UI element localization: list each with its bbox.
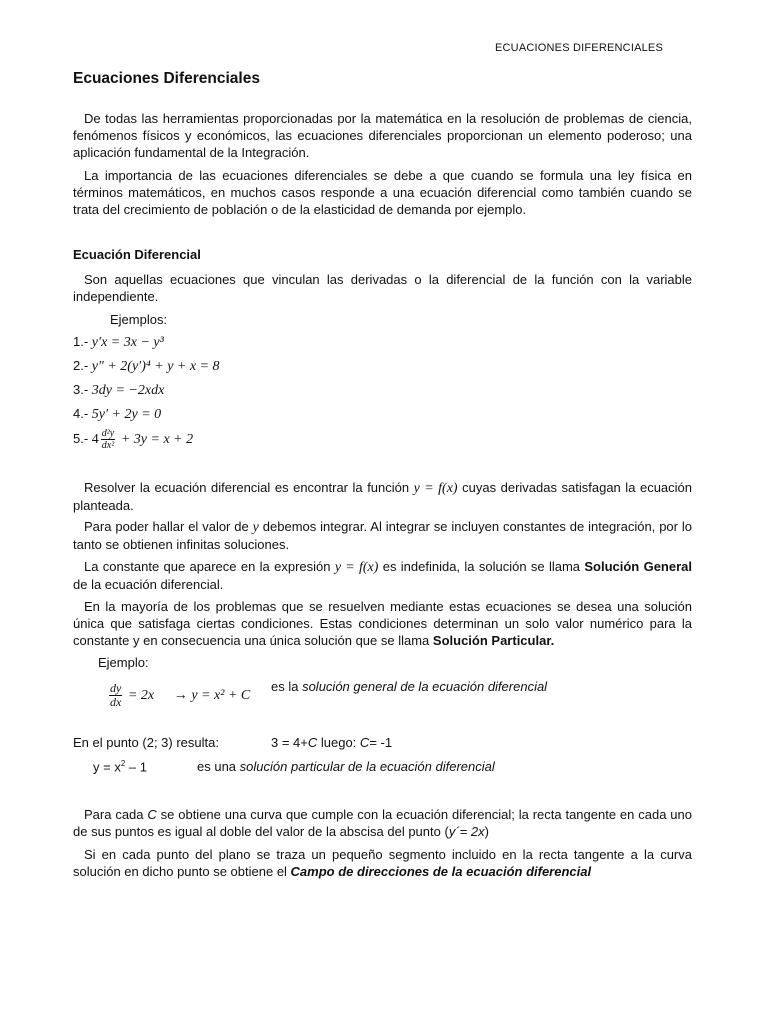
text-run: Para poder hallar el valor de	[84, 519, 253, 534]
example-label: Ejemplo:	[98, 655, 149, 670]
resolve-paragraph-3	[73, 558, 692, 593]
example-number: 3.-	[73, 382, 89, 397]
text-run: es indefinida, la solución se llama	[378, 559, 585, 574]
text-run: y = x	[93, 759, 121, 775]
definition-paragraph: Son aquellas ecuaciones que vinculan las derivadas o la diferencial de la función con la variable independiente.	[73, 272, 692, 304]
example-expression: + 3y = x + 2	[120, 431, 194, 447]
text-run: de la ecuación diferencial.	[73, 577, 224, 592]
example-equation	[107, 682, 250, 709]
italic-term: C	[307, 735, 318, 750]
example-expression: 3dy = −2xdx	[91, 383, 165, 398]
text-run: luego:	[317, 735, 360, 750]
fraction-denominator: dx²	[101, 440, 115, 451]
intro-paragraph-2: La importancia de las ecuaciones diferenciales se debe a que cuando se formula una ley física en términos matemáticos, en muchos casos responde a una ecuación diferencial como también cuando se trata del crecimiento de población o de la elasticidad de demanda por ejemplo.	[73, 168, 692, 217]
example-expression: y′x = 3x − y³	[91, 335, 164, 350]
example-expression: y″ + 2(y′)⁴ + y + x = 8	[91, 359, 220, 374]
bold-term: Solución General	[584, 559, 692, 574]
point-label: En el punto (2; 3) resulta:	[73, 735, 219, 750]
closing-paragraph-1	[73, 806, 692, 840]
bold-term: Solución Particular.	[432, 633, 555, 648]
example-number: 1.-	[73, 334, 89, 349]
point-equation	[271, 735, 392, 750]
implies-arrow: →	[173, 687, 188, 703]
fraction-denominator: dx	[110, 695, 122, 709]
general-solution: y = x² + C	[191, 687, 251, 703]
math-run: y = f(x)	[413, 481, 458, 496]
math-run: y = f(x)	[334, 560, 379, 575]
section-heading: Ecuación Diferencial	[73, 247, 201, 262]
example-3	[73, 382, 164, 399]
fraction-numerator: dy	[110, 681, 122, 695]
text-run: Resolver la ecuación diferencial es encontrar la función	[84, 480, 414, 495]
example-5	[73, 428, 193, 451]
text-run: es la	[271, 679, 303, 694]
text-run: se obtiene una curva que cumple con la ecuación diferencial; la recta tangente en cada uno de sus puntos es igual al doble del valor de la abscisa del punto (	[73, 807, 692, 839]
text-run: La constante que aparece en la expresión	[84, 559, 335, 574]
example-number: 5.-	[73, 430, 89, 446]
example-number: 4.-	[73, 406, 89, 421]
resolve-paragraph-2	[73, 518, 692, 553]
examples-label: Ejemplos:	[110, 312, 168, 327]
general-solution-note	[271, 679, 547, 694]
bold-italic-term: Campo de direcciones de la ecuación diferencial	[290, 864, 592, 879]
example-number: 2.-	[73, 358, 89, 373]
resolve-paragraph-4	[73, 598, 692, 649]
example-4	[73, 406, 161, 423]
text-run: En la mayoría de los problemas que se resuelven mediante estas ecuaciones se desea una solución única que satisfaga ciertas condiciones. Estas condiciones determinan un solo valor numérico para la constante y en consecuencia una única solución que se llama	[73, 599, 692, 648]
text-run: )	[484, 824, 489, 839]
italic-term: solución particular de la ecuación diferencial	[239, 759, 495, 774]
fraction-numerator: d²y	[101, 428, 115, 439]
text-run: – 1	[125, 759, 147, 775]
resolve-paragraph-1	[73, 479, 692, 514]
intro-paragraph-1: De todas las herramientas proporcionadas por la matemática en la resolución de problemas de ciencia, fenómenos físicos y económicos, las ecuaciones diferenciales proporcionan un elemento poderoso; una aplicación fundamental de la Integración.	[73, 111, 692, 160]
running-header: ECUACIONES DIFERENCIALES	[495, 42, 664, 54]
text-run: = -1	[369, 735, 393, 750]
text-run: Si en cada punto del plano se traza un pequeño segmento incluido en la recta tangente a la curva solución en dicho punto se obtiene el	[73, 847, 692, 879]
text-run: cuyas derivadas satisfagan la ecuación planteada.	[73, 480, 692, 513]
text-run: 3 = 4+	[271, 735, 308, 750]
derivative-fraction	[109, 682, 122, 709]
closing-paragraph-2	[73, 846, 692, 880]
equation-rhs: = 2x	[127, 687, 155, 703]
text-run: debemos integrar. Al integrar se incluyen constantes de integración, por lo tanto se obtienen infinitas soluciones.	[73, 519, 692, 552]
second-derivative-fraction	[101, 428, 115, 451]
example-coefficient: 4	[91, 431, 99, 447]
italic-term: C	[359, 735, 370, 750]
particular-equation	[93, 759, 147, 774]
text-run: Para cada	[84, 807, 148, 822]
exponent: 2	[120, 759, 126, 768]
example-expression: 5y′ + 2y = 0	[91, 407, 162, 422]
example-2	[73, 358, 220, 375]
example-1	[73, 334, 164, 351]
italic-term: y´= 2x	[448, 824, 485, 839]
text-run: es una	[197, 759, 240, 774]
italic-term: C	[147, 807, 157, 822]
page-title: Ecuaciones Diferenciales	[73, 70, 260, 87]
particular-solution-note	[197, 759, 495, 774]
math-run: y	[252, 520, 259, 535]
italic-term: solución general de la ecuación diferencial	[302, 679, 548, 694]
